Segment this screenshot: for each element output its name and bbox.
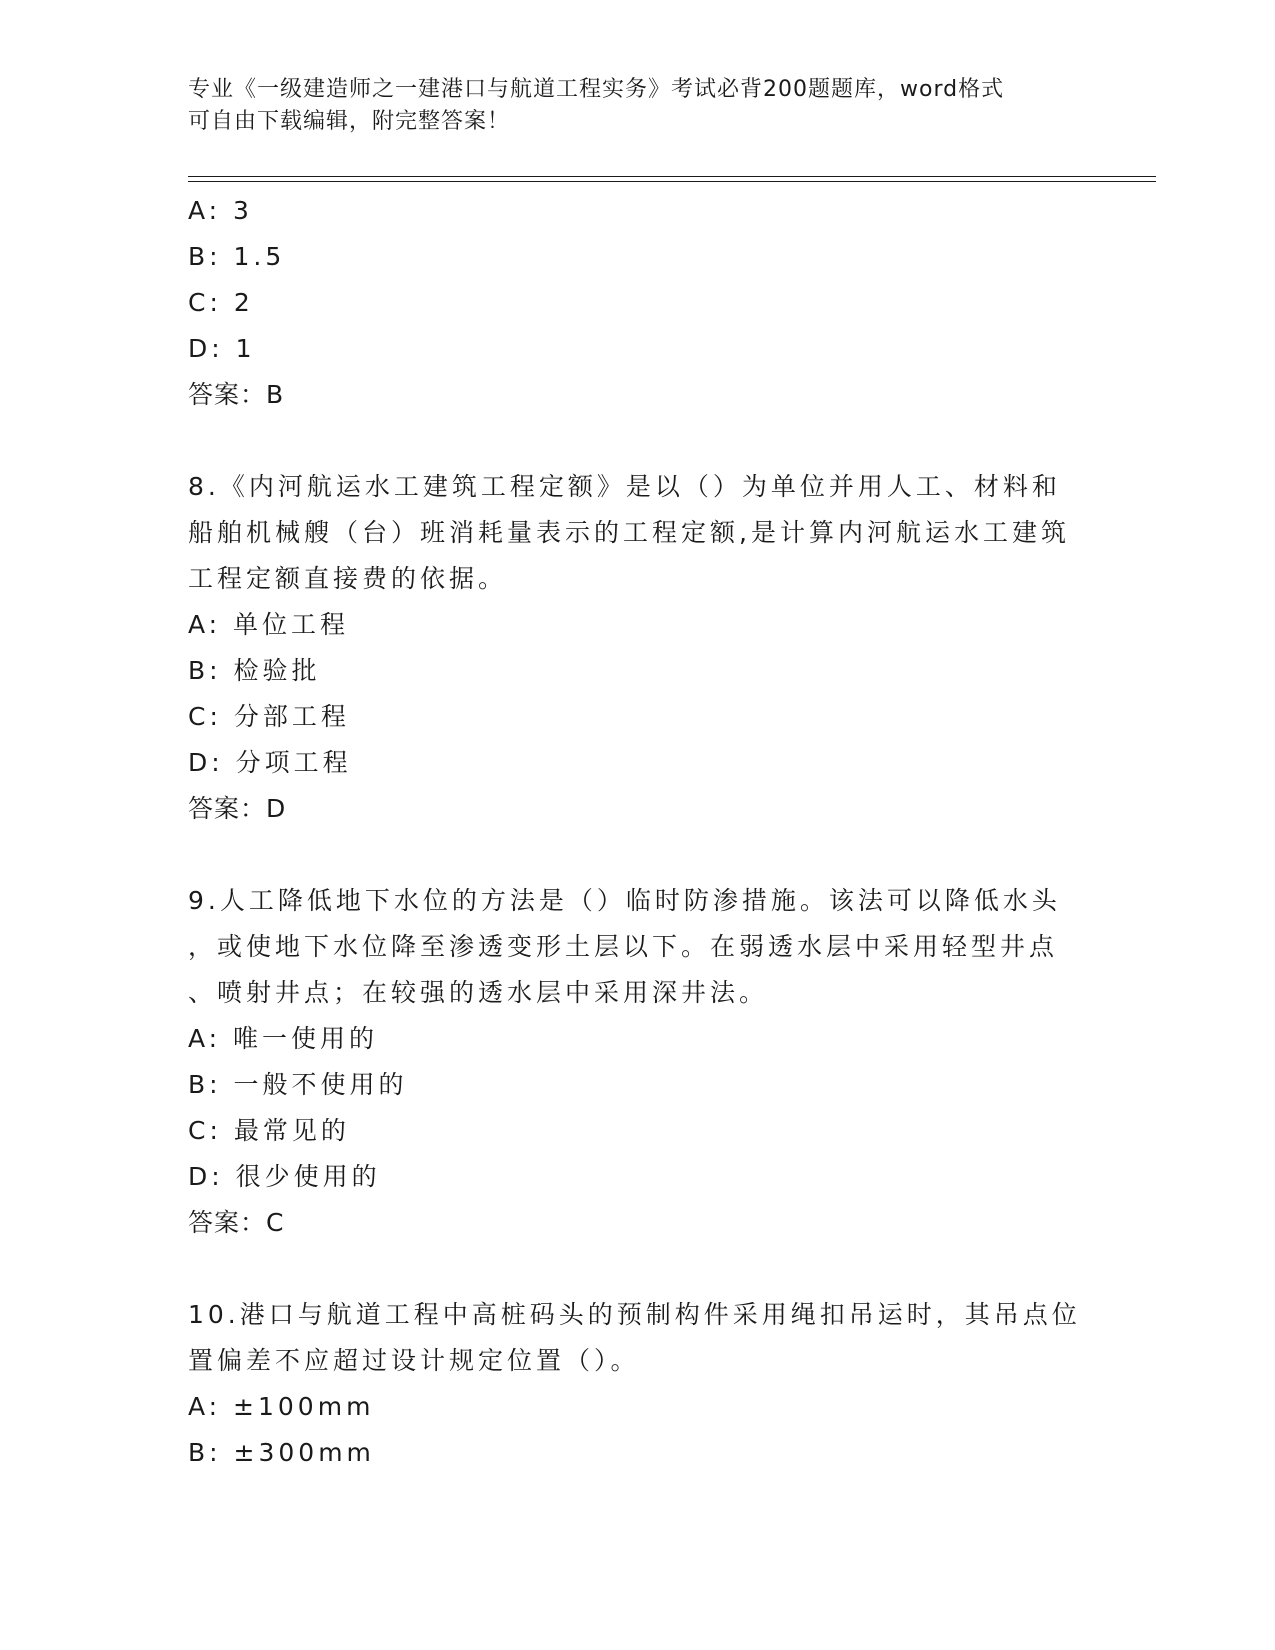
question-text-line: 9.人工降低地下水位的方法是（）临时防渗措施。该法可以降低水头 bbox=[188, 886, 1061, 915]
answer-line: 答案：C bbox=[188, 1208, 285, 1237]
option-d: D: 很少使用的 bbox=[188, 1162, 381, 1191]
question-7-tail bbox=[188, 188, 1088, 418]
option-b: B: ±300mm bbox=[188, 1438, 375, 1467]
answer-line: 答案：B bbox=[188, 380, 285, 409]
answer-line: 答案：D bbox=[188, 794, 287, 823]
question-text-line: ，或使地下水位降至渗透变形土层以下。在弱透水层中采用轻型井点 bbox=[188, 932, 1059, 961]
option-a: A: ±100mm bbox=[188, 1392, 375, 1421]
question-text-line: 10.港口与航道工程中高桩码头的预制构件采用绳扣吊运时，其吊点位 bbox=[188, 1300, 1081, 1329]
question-text-line: 8.《内河航运水工建筑工程定额》是以（）为单位并用人工、材料和 bbox=[188, 472, 1061, 501]
option-b: B: 一般不使用的 bbox=[188, 1070, 408, 1099]
document-header bbox=[188, 74, 1088, 138]
option-b: B: 检验批 bbox=[188, 656, 321, 685]
option-a: A: 唯一使用的 bbox=[188, 1024, 379, 1053]
option-b: B: 1.5 bbox=[188, 242, 286, 271]
option-c: C: 分部工程 bbox=[188, 702, 350, 731]
question-8 bbox=[188, 464, 1088, 832]
question-text-line: 工程定额直接费的依据。 bbox=[188, 564, 508, 593]
header-line-1: 专业《一级建造师之一建港口与航道工程实务》考试必背200题题库，word格式 bbox=[188, 77, 1005, 102]
option-c: C: 最常见的 bbox=[188, 1116, 350, 1145]
header-line-2: 可自由下载编辑，附完整答案！ bbox=[188, 109, 511, 134]
question-9 bbox=[188, 878, 1088, 1246]
option-c: C: 2 bbox=[188, 288, 254, 317]
question-text-line: 置偏差不应超过设计规定位置（）。 bbox=[188, 1346, 640, 1375]
header-rule-top bbox=[188, 176, 1156, 177]
option-a: A: 3 bbox=[188, 196, 253, 225]
question-body bbox=[188, 188, 1088, 1476]
header-rule-bottom bbox=[188, 181, 1156, 182]
option-d: D: 分项工程 bbox=[188, 748, 352, 777]
question-text-line: 船舶机械艘（台）班消耗量表示的工程定额,是计算内河航运水工建筑 bbox=[188, 518, 1070, 547]
question-text-line: 、喷射井点；在较强的透水层中采用深井法。 bbox=[188, 978, 769, 1007]
question-10 bbox=[188, 1292, 1088, 1476]
option-a: A: 单位工程 bbox=[188, 610, 350, 639]
option-d: D: 1 bbox=[188, 334, 256, 363]
